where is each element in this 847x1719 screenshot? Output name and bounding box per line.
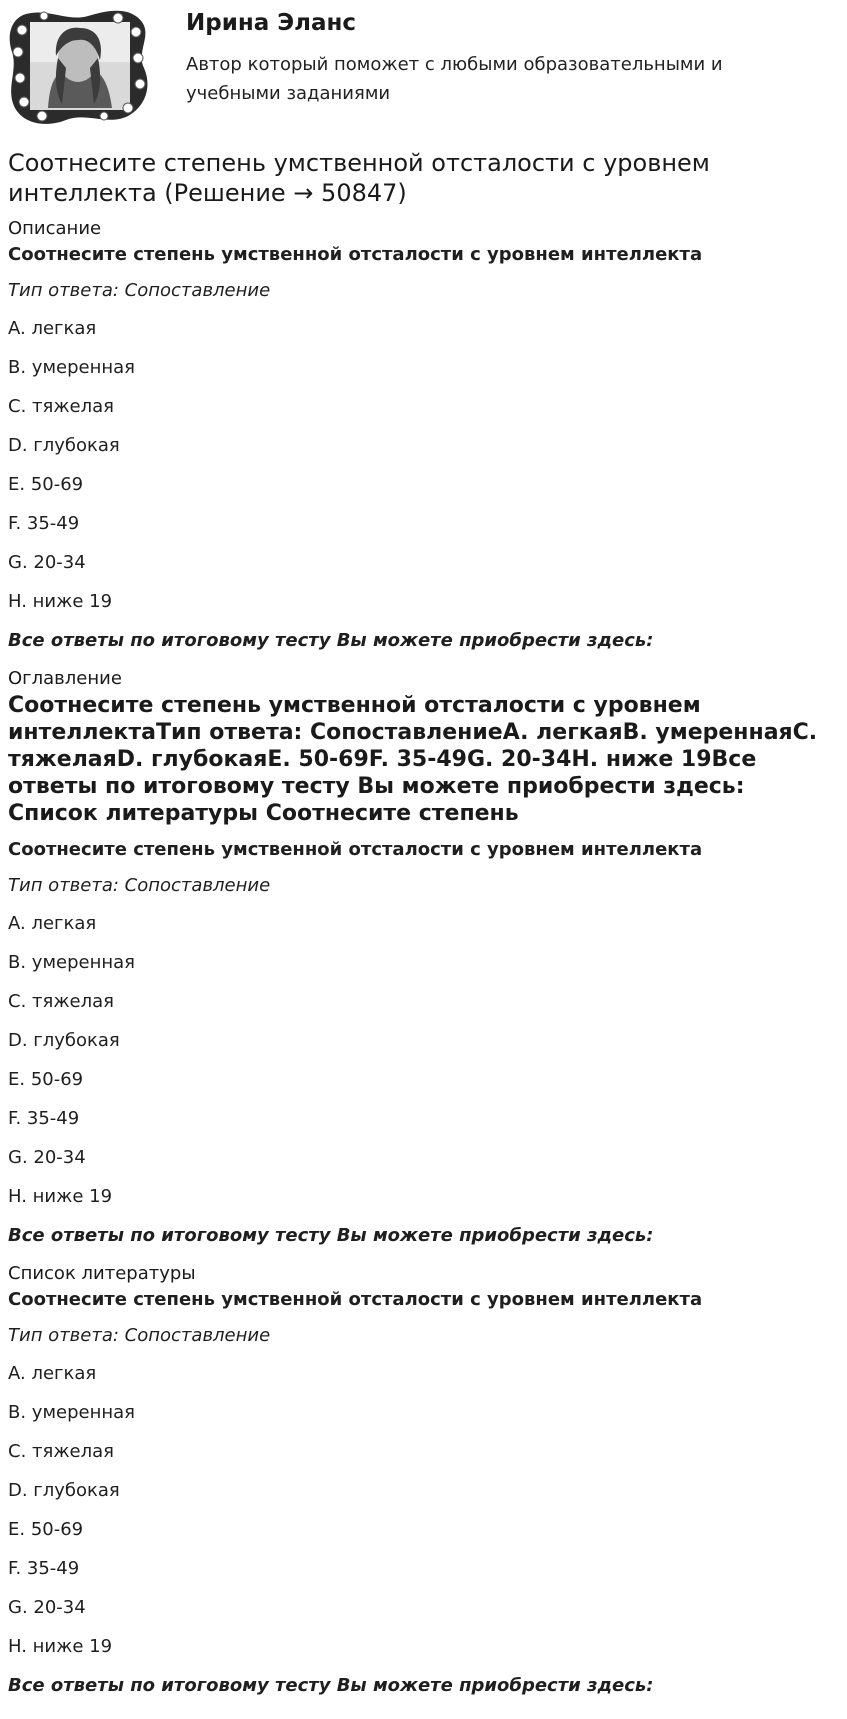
option-d: D. глубокая [8,1030,120,1051]
option-b: B. умеренная [8,952,135,973]
option-g: G. 20-34 [8,1147,86,1168]
answer-type: Тип ответа: Сопоставление [8,875,271,896]
option-f: F. 35-49 [8,1558,80,1579]
section-label-toc: Оглавление [8,668,122,689]
option-f: F. 35-49 [8,513,80,534]
author-header [0,0,847,130]
question-title: Соотнесите степень умственной отсталости с уровнем интеллекта [8,244,703,265]
option-e: E. 50-69 [8,474,84,495]
option-a: A. легкая [8,913,97,934]
toc-section [8,666,838,1249]
answer-type: Тип ответа: Сопоставление [8,280,271,301]
option-e: E. 50-69 [8,1519,84,1540]
author-avatar [8,8,150,124]
literature-section [8,1261,838,1699]
purchase-note: Все ответы по итоговому тесту Вы можете приобрести здесь: [8,630,654,651]
purchase-note: Все ответы по итоговому тесту Вы можете приобрести здесь: [8,1225,654,1246]
section-label-description: Описание [8,218,102,239]
page-title: Соотнесите степень умственной отсталости с уровнем интеллекта (Решение → 50847) [8,149,710,207]
option-d: D. глубокая [8,1480,120,1501]
author-description: Автор который поможет с любыми образовательными и учебными заданиями [186,54,723,104]
option-c: C. тяжелая [8,396,114,417]
option-a: A. легкая [8,1363,97,1384]
question-title: Соотнесите степень умственной отсталости с уровнем интеллекта [8,1289,703,1310]
option-b: B. умеренная [8,357,135,378]
option-e: E. 50-69 [8,1069,84,1090]
option-h: H. ниже 19 [8,1636,113,1657]
option-h: H. ниже 19 [8,1186,113,1207]
option-b: B. умеренная [8,1402,135,1423]
option-g: G. 20-34 [8,1597,86,1618]
option-d: D. глубокая [8,435,120,456]
section-label-literature: Список литературы [8,1263,196,1284]
purchase-note: Все ответы по итоговому тесту Вы можете приобрести здесь: [8,1675,654,1696]
toc-text: Соотнесите степень умственной отсталости с уровнем интеллектаТип ответа: СопоставлениеA. легкаяB. умереннаяC. тяжелаяD. глубокаяE. 50-69F. 35-49G. 20-34H. ниже 19Все ответы по итоговому тесту Вы можете приобрести здесь: Список литературы Соотнесите степень [8,693,818,826]
option-h: H. ниже 19 [8,591,113,612]
description-section [8,216,838,654]
option-g: G. 20-34 [8,552,86,573]
author-name: Ирина Эланс [186,10,357,36]
answer-type: Тип ответа: Сопоставление [8,1325,271,1346]
option-c: C. тяжелая [8,1441,114,1462]
option-c: C. тяжелая [8,991,114,1012]
main-content [8,148,838,1711]
question-title: Соотнесите степень умственной отсталости с уровнем интеллекта [8,839,703,860]
option-f: F. 35-49 [8,1108,80,1129]
option-a: A. легкая [8,318,97,339]
